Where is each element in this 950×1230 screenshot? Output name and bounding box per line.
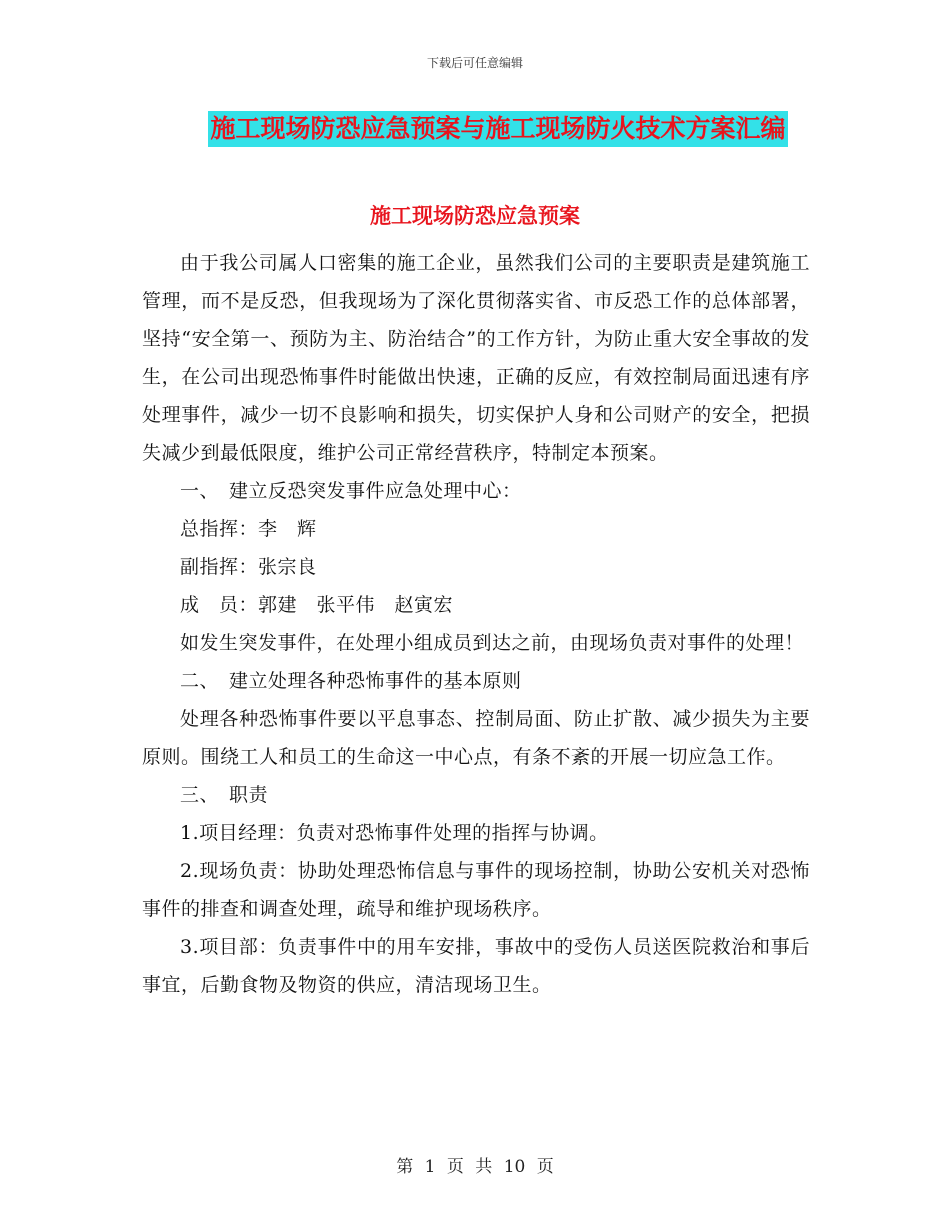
duty-item-2: 2.现场负责：协助处理恐怖信息与事件的现场控制，协助公安机关对恐怖事件的排查和调查处理，疏导和维护现场秩序。 bbox=[142, 860, 810, 920]
deputy-commander-line: 副指挥：张宗良 bbox=[180, 556, 317, 578]
main-title-container bbox=[0, 111, 950, 147]
paragraph-principles: 处理各种恐怖事件要以平息事态、控制局面、防止扩散、减少损失为主要原则。围绕工人和员工的生命这一中心点，有条不紊的开展一切应急工作。 bbox=[142, 708, 810, 768]
heading-two: 二、 建立处理各种恐怖事件的基本原则 bbox=[180, 670, 522, 692]
duty-item-3: 3.项目部：负责事件中的用车安排，事故中的受伤人员送医院救治和事后事宜，后勤食物及物资的供应，清洁现场卫生。 bbox=[142, 936, 810, 996]
paragraph-intro: 由于我公司属人口密集的施工企业，虽然我们公司的主要职责是建筑施工管理，而不是反恐，但我现场为了深化贯彻落实省、市反恐工作的总体部署，坚持“安全第一、预防为主、防治结合”的工作方针，为防止重大安全事故的发生，在公司出现恐怖事件时能做出快速，正确的反应，有效控制局面迅速有序处理事件，减少一切不良影响和损失，切实保护人身和公司财产的安全，把损失减少到最低限度，维护公司正常经营秩序，特制定本预案。 bbox=[142, 252, 810, 464]
page-indicator: 第 1 页 共 10 页 bbox=[396, 1157, 554, 1177]
section-title: 施工现场防恐应急预案 bbox=[370, 204, 580, 228]
document-body bbox=[142, 244, 810, 1004]
members-line: 成 员：郭建 张平伟 赵寅宏 bbox=[180, 594, 454, 616]
commander-line: 总指挥：李 辉 bbox=[180, 518, 317, 540]
heading-one: 一、 建立反恐突发事件应急处理中心： bbox=[180, 480, 522, 502]
heading-three: 三、 职责 bbox=[180, 784, 269, 806]
duty-item-1: 1.项目经理：负责对恐怖事件处理的指挥与协调。 bbox=[180, 822, 609, 844]
main-title: 施工现场防恐应急预案与施工现场防火技术方案汇编 bbox=[208, 111, 787, 147]
paragraph-emergency: 如发生突发事件，在处理小组成员到达之前，由现场负责对事件的处理！ bbox=[180, 632, 805, 654]
header-note: 下载后可任意编辑 bbox=[426, 56, 523, 70]
